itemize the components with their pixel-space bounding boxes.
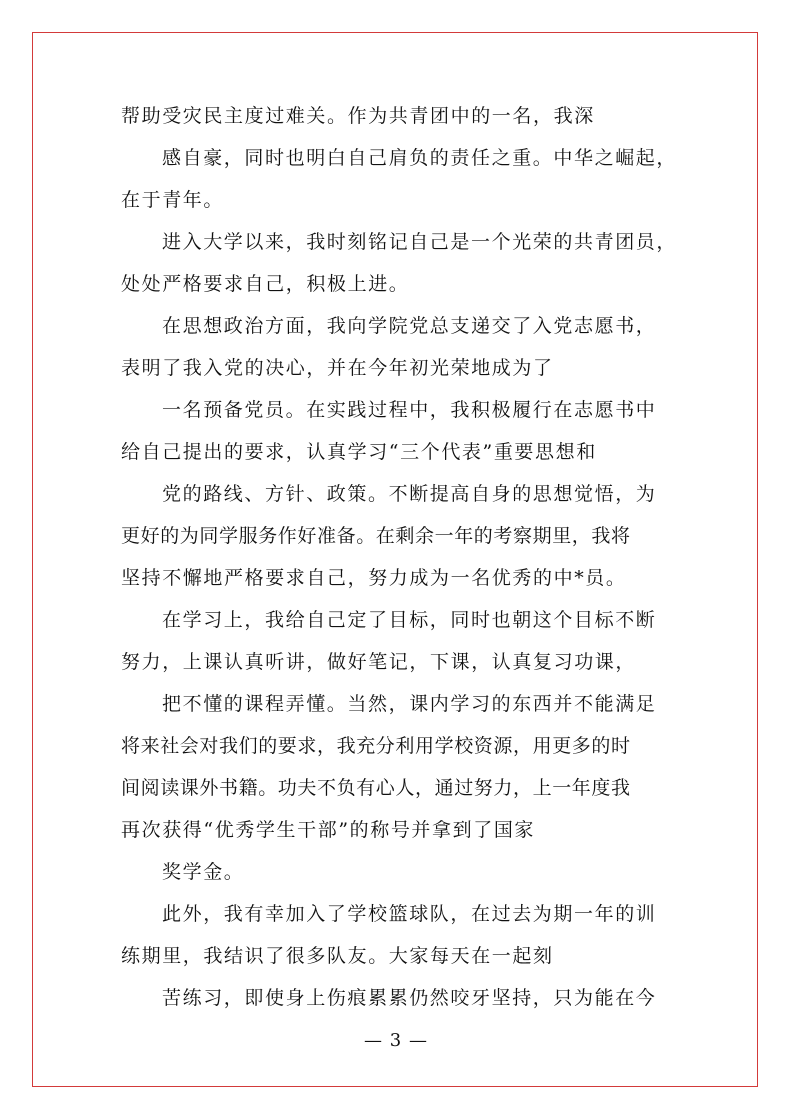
body-line: 在学习上，我给自己定了目标，同时也朝这个目标不断: [162, 609, 657, 631]
body-line: 将来社会对我们的要求，我充分利用学校资源，用更多的时: [121, 735, 631, 757]
page-number: — 3 —: [364, 1030, 428, 1051]
body-line: 党的路线、方针、政策。不断提高自身的思想觉悟，为: [162, 483, 657, 505]
body-line: 更好的为同学服务作好准备。在剩余一年的考察期里，我将: [121, 525, 631, 547]
body-line: 把不懂的课程弄懂。当然，课内学习的东西并不能满足: [162, 693, 657, 715]
body-line: 给自己提出的要求，认真学习“三个代表”重要思想和: [121, 441, 597, 463]
body-line: 坚持不懈地严格要求自己，努力成为一名优秀的中*员。: [121, 567, 627, 589]
body-line: 在于青年。: [121, 189, 225, 211]
body-line: 奖学金。: [162, 861, 245, 883]
body-line: 表明了我入党的决心，并在今年初光荣地成为了: [121, 357, 554, 379]
body-line: 感自豪，同时也明白自己肩负的责任之重。中华之崛起，: [162, 147, 678, 169]
body-line: 处处严格要求自己，积极上进。: [121, 273, 410, 295]
body-line: 帮助受灾民主度过难关。作为共青团中的一名，我深: [121, 105, 595, 127]
body-line: 再次获得“优秀学生干部”的称号并拿到了国家: [121, 819, 536, 841]
body-line: 苦练习，即使身上伤痕累累仍然咬牙坚持，只为能在今: [162, 987, 657, 1009]
body-line: 在思想政治方面，我向学院党总支递交了入党志愿书，: [162, 315, 657, 337]
body-line: 努力，上课认真听讲，做好笔记，下课，认真复习功课，: [121, 651, 637, 673]
body-line: 练期里，我结识了很多队友。大家每天在一起刻: [121, 945, 554, 967]
body-line: 进入大学以来，我时刻铭记自己是一个光荣的共青团员，: [162, 231, 678, 253]
body-line: 间阅读课外书籍。功夫不负有心人，通过努力，上一年度我: [121, 777, 631, 799]
body-line: 一名预备党员。在实践过程中，我积极履行在志愿书中: [162, 399, 657, 421]
body-line: 此外，我有幸加入了学校篮球队，在过去为期一年的训: [162, 903, 657, 925]
